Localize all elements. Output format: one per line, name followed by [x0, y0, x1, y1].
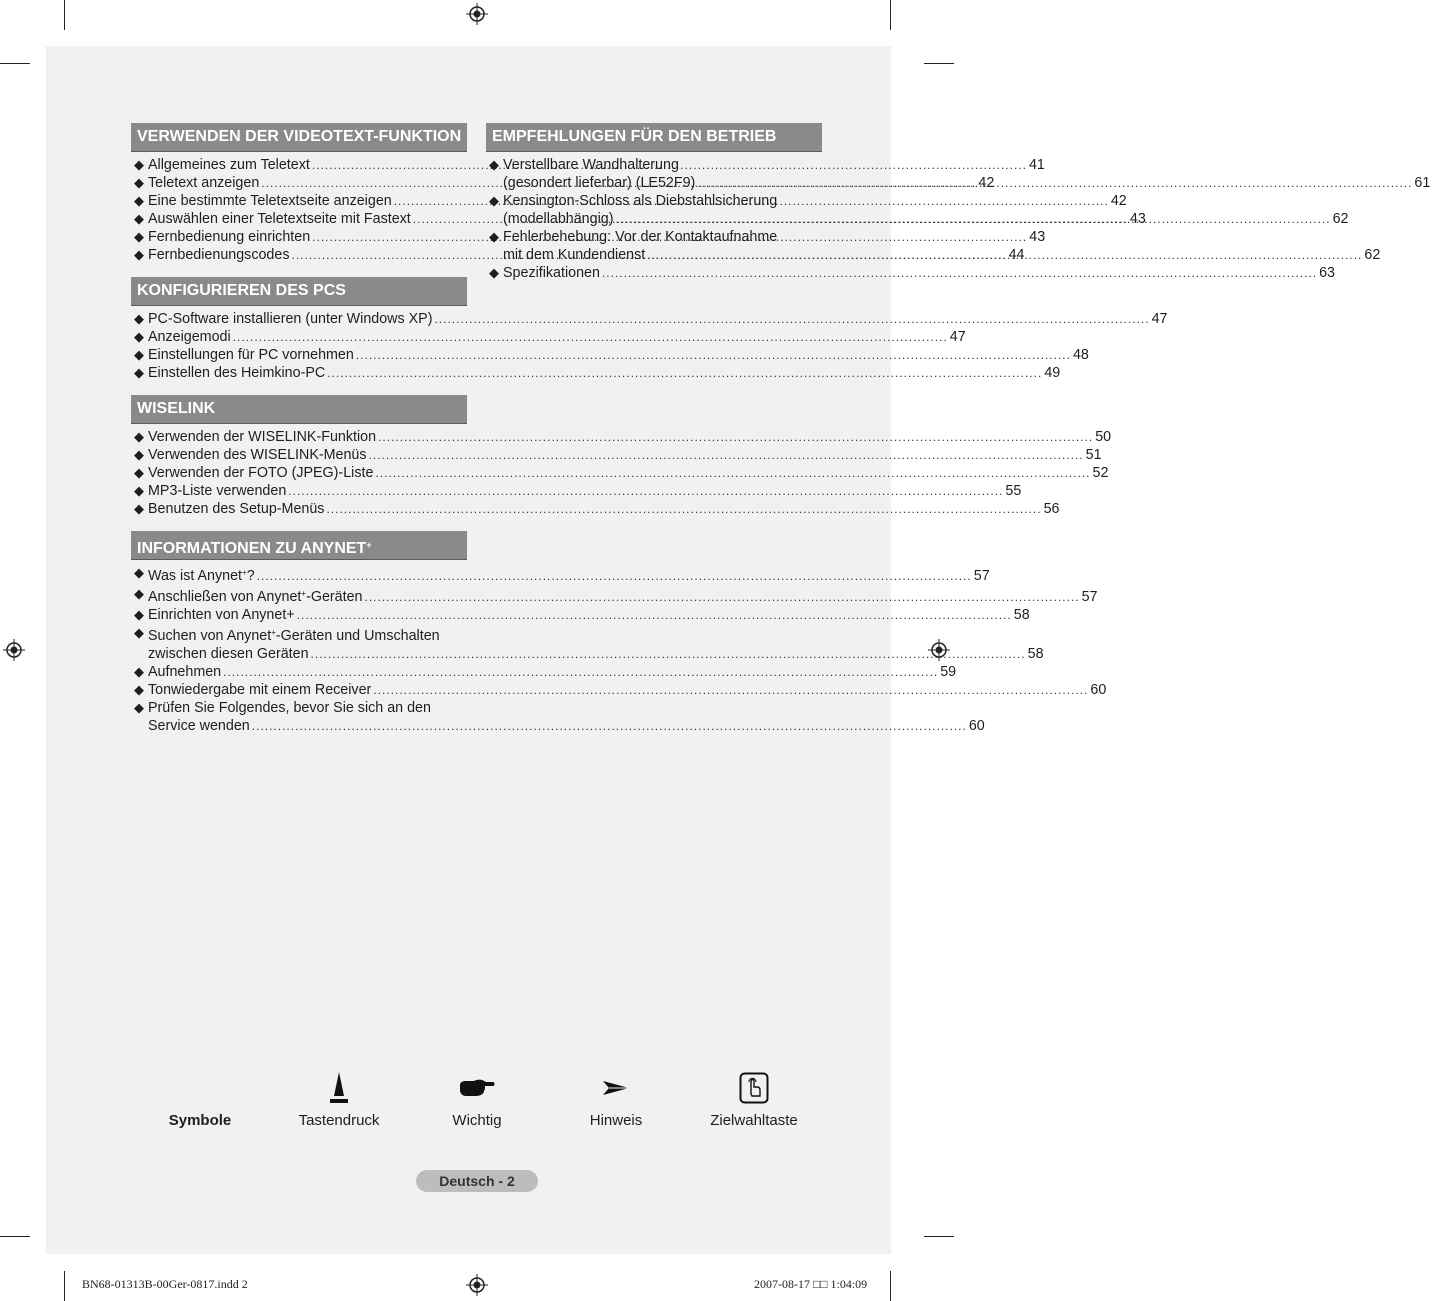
section-heading: WISELINK — [131, 395, 467, 424]
diamond-bullet-icon: ◆ — [134, 247, 144, 262]
diamond-bullet-icon: ◆ — [134, 700, 144, 715]
toc-entry[interactable]: ◆ Teletext anzeigen ..... 42 — [134, 174, 467, 192]
page-number: 43 — [1029, 229, 1046, 245]
toc-entry[interactable]: ◆ Fernbedienung einrichten ..... 43 — [134, 228, 467, 246]
toc-entry[interactable]: ◆ Verwenden der FOTO (JPEG)-Liste ..... 52 — [134, 464, 467, 482]
crop-mark — [890, 1271, 891, 1301]
arrow-note-icon — [601, 1080, 631, 1096]
diamond-bullet-icon: ◆ — [134, 465, 144, 480]
slug-timestamp: 2007-08-17 □□ 1:04:09 — [754, 1277, 868, 1291]
toc-entry[interactable]: ◆ Einrichten von Anynet+ ..... 58 — [134, 606, 467, 624]
toc-entry[interactable]: ◆ Was ist Anynet+? ..... 57 — [134, 564, 467, 585]
registration-mark-icon — [466, 3, 488, 25]
page-number: 48 — [1072, 347, 1089, 363]
page-number: 56 — [1043, 501, 1060, 517]
page-number: 60 — [1090, 682, 1107, 698]
toc-entry[interactable]: ◆ Anzeigemodi ..... 47 — [134, 328, 467, 346]
page-number: 42 — [978, 175, 995, 191]
diamond-bullet-icon: ◆ — [134, 157, 144, 172]
diamond-bullet-icon: ◆ — [489, 157, 499, 172]
page-number: 42 — [1110, 193, 1127, 209]
toc-entry[interactable]: ◆ Spezifikationen ..... 63 — [489, 264, 822, 282]
toc-entry[interactable]: ◆ MP3-Liste verwenden ..... 55 — [134, 482, 467, 500]
crop-mark — [64, 0, 65, 30]
toc-section — [131, 395, 1112, 521]
toc-entry[interactable]: ◆ Auswählen einer Teletextseite mit Fastext ..... 43 — [134, 210, 467, 228]
symbol-important: Wichtig — [407, 1068, 547, 1129]
crop-mark — [924, 63, 954, 64]
page-number: 60 — [968, 718, 985, 734]
one-touch-button-icon — [739, 1072, 769, 1104]
page-number: 59 — [940, 664, 957, 680]
toc-entry[interactable]: ◆ Verwenden der WISELINK-Funktion ..... 50 — [134, 428, 467, 446]
toc-entry[interactable]: ◆ Aufnehmen ..... 59 — [134, 663, 467, 681]
crop-mark — [0, 1236, 30, 1237]
diamond-bullet-icon: ◆ — [134, 565, 144, 580]
toc-entry[interactable]: ◆ Prüfen Sie Folgendes, bevor Sie sich an den Service wenden ..... 60 — [134, 699, 467, 735]
diamond-bullet-icon: ◆ — [489, 265, 499, 280]
toc-entry[interactable]: ◆ Einstellen des Heimkino-PC ..... 49 — [134, 364, 467, 382]
page-number: 44 — [1008, 247, 1025, 263]
diamond-bullet-icon: ◆ — [134, 365, 144, 380]
page-number-badge: Deutsch - 2 — [416, 1170, 538, 1192]
page-number: 47 — [1151, 311, 1168, 327]
toc-entry[interactable]: ◆ Anschließen von Anynet+-Geräten ..... 57 — [134, 585, 467, 606]
diamond-bullet-icon: ◆ — [134, 229, 144, 244]
diamond-bullet-icon: ◆ — [134, 175, 144, 190]
diamond-bullet-icon: ◆ — [134, 607, 144, 622]
toc-entry[interactable]: ◆ Benutzen des Setup-Menüs ..... 56 — [134, 500, 467, 518]
section-heading: KONFIGURIEREN DES PCS — [131, 277, 467, 306]
pointing-hand-icon — [458, 1076, 496, 1100]
toc-entry[interactable]: ◆ Verstellbare Wandhalterung (gesondert lieferbar) (LE52F9) ..... 61 — [489, 156, 822, 192]
toc-entry[interactable]: ◆ Fehlerbehebung: Vor der Kontaktaufnahme mit dem Kundendienst ..... 62 — [489, 228, 822, 264]
page-number: 50 — [1095, 429, 1112, 445]
crop-mark — [64, 1271, 65, 1301]
toc-entry[interactable]: ◆ Verwenden des WISELINK-Menüs ..... 51 — [134, 446, 467, 464]
diamond-bullet-icon: ◆ — [134, 311, 144, 326]
diamond-bullet-icon: ◆ — [489, 229, 499, 244]
diamond-bullet-icon: ◆ — [134, 447, 144, 462]
press-icon — [328, 1070, 350, 1106]
toc-section — [131, 277, 1168, 385]
page-number: 43 — [1129, 211, 1146, 227]
page-number: 58 — [1027, 646, 1044, 662]
toc-entry[interactable]: ◆ Fernbedienungscodes ..... 44 — [134, 246, 467, 264]
symbols-title: Symbole — [168, 1112, 232, 1129]
page-number: 57 — [1081, 589, 1098, 605]
crop-mark — [924, 1236, 954, 1237]
page-number: 57 — [973, 568, 990, 584]
symbols-legend — [130, 1068, 830, 1138]
symbol-one-touch: Zielwahltaste — [684, 1068, 824, 1129]
page-number: 62 — [1364, 247, 1381, 263]
toc-entry[interactable]: ◆ Kensington-Schloss als Diebstahlsicherung (modellabhängig) ..... 62 — [489, 192, 822, 228]
toc-section — [131, 531, 1107, 738]
page-number: 51 — [1085, 447, 1102, 463]
diamond-bullet-icon: ◆ — [134, 501, 144, 516]
slug-filename: BN68-01313B-00Ger-0817.indd 2 — [82, 1277, 248, 1291]
symbol-note: Hinweis — [546, 1068, 686, 1129]
toc-entry[interactable]: ◆ Einstellungen für PC vornehmen ..... 48 — [134, 346, 467, 364]
toc-entry[interactable]: ◆ Eine bestimmte Teletextseite anzeigen ..... 42 — [134, 192, 467, 210]
diamond-bullet-icon: ◆ — [134, 682, 144, 697]
crop-mark — [890, 0, 891, 30]
crop-mark — [0, 63, 30, 64]
section-heading: VERWENDEN DER VIDEOTEXT-FUNKTION — [131, 123, 467, 152]
diamond-bullet-icon: ◆ — [134, 211, 144, 226]
page-number: 58 — [1013, 607, 1030, 623]
page-number: 63 — [1319, 265, 1335, 281]
page-number: 41 — [1028, 157, 1045, 173]
registration-mark-icon — [466, 1274, 488, 1296]
toc-entry[interactable]: ◆ Suchen von Anynet+-Geräten und Umschalten zwischen diesen Geräten ..... 58 — [134, 624, 467, 663]
diamond-bullet-icon: ◆ — [134, 429, 144, 444]
page-number: 49 — [1044, 365, 1061, 381]
registration-mark-icon — [3, 639, 25, 661]
diamond-bullet-icon: ◆ — [134, 586, 144, 601]
diamond-bullet-icon: ◆ — [134, 193, 144, 208]
page-number: 62 — [1332, 211, 1349, 227]
toc-entry[interactable]: ◆ Tonwiedergabe mit einem Receiver ..... 60 — [134, 681, 467, 699]
diamond-bullet-icon: ◆ — [489, 193, 499, 208]
page-number: 47 — [949, 329, 966, 345]
page-number: 55 — [1005, 483, 1022, 499]
diamond-bullet-icon: ◆ — [134, 329, 144, 344]
diamond-bullet-icon: ◆ — [134, 347, 144, 362]
diamond-bullet-icon: ◆ — [134, 483, 144, 498]
page-number: 61 — [1414, 175, 1431, 191]
page-number: 52 — [1092, 465, 1109, 481]
diamond-bullet-icon: ◆ — [134, 664, 144, 679]
symbol-press: Tastendruck — [269, 1068, 409, 1129]
section-heading: INFORMATIONEN ZU ANYNET+ — [131, 531, 467, 560]
section-heading: EMPFEHLUNGEN FÜR DEN BETRIEB — [486, 123, 822, 152]
toc-entry[interactable]: ◆ Allgemeines zum Teletext ..... 41 — [134, 156, 467, 174]
toc-entry[interactable]: ◆ PC-Software installieren (unter Windows XP) ..... 47 — [134, 310, 467, 328]
diamond-bullet-icon: ◆ — [134, 625, 144, 640]
